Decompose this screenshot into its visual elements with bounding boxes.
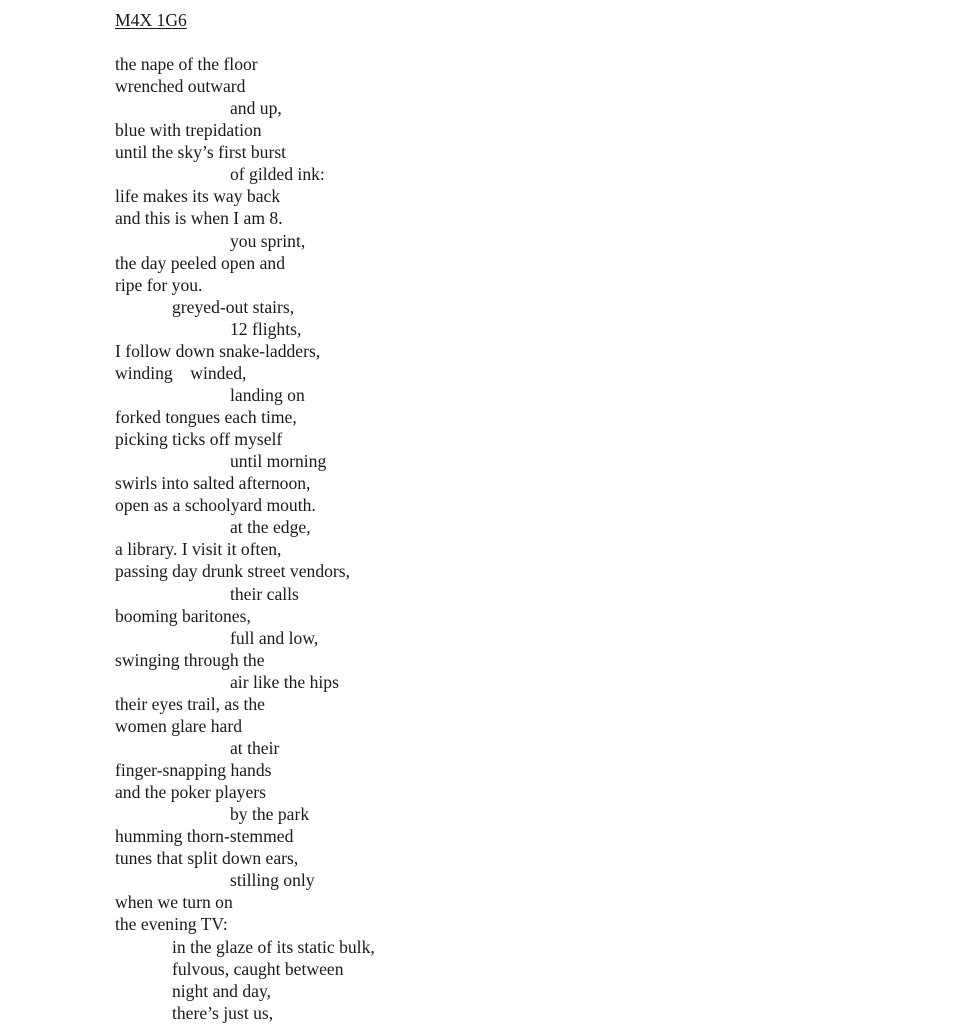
poem-line: of gilded ink: (230, 164, 325, 185)
poem-line: until the sky’s first burst (115, 142, 287, 163)
poem-line: forked tongues each time, (115, 407, 297, 427)
poem-line: their calls (230, 583, 299, 604)
poem-line: by the park (230, 804, 310, 825)
poem-line: finger-snapping hands (115, 760, 272, 780)
poem-line: at their (230, 737, 280, 758)
poem-line: until morning (230, 451, 327, 472)
poem-line: night and day, (172, 980, 272, 1001)
poem-line: there’s just us, (172, 1002, 274, 1023)
poem-title: M4X 1G6 (115, 10, 187, 30)
poem-line: stilling only (230, 870, 315, 891)
poem-line: greyed-out stairs, (172, 296, 295, 317)
poem-line: tunes that split down ears, (115, 848, 299, 869)
poem-line: and this is when I am 8. (115, 208, 283, 229)
poem-line: swirls into salted afternoon, (115, 473, 311, 494)
poem-line: humming thorn-stemmed (115, 826, 294, 847)
poem-line: I follow down snake-ladders, (115, 340, 321, 361)
poem-line: their eyes trail, as the (115, 693, 265, 714)
poem-line: ripe for you. (115, 274, 203, 295)
poem-line: booming baritones, (115, 605, 251, 626)
poem-line: at the edge, (230, 517, 311, 538)
poem-line: when we turn on (115, 892, 233, 913)
poem-line: you sprint, (230, 230, 306, 251)
poem-line: fulvous, caught between (172, 958, 344, 979)
poem-line: landing on (230, 384, 305, 405)
poem-line: and up, (230, 98, 282, 119)
poem-line: life makes its way back (115, 186, 281, 207)
poem-line: wrenched outward (115, 76, 246, 97)
poem-line: swinging through the (115, 649, 265, 670)
poem-line: air like the hips (230, 671, 339, 692)
poem-line: the nape of the floor (115, 54, 258, 74)
poem-line: open as a schoolyard mouth. (115, 495, 316, 516)
poem-line: full and low, (230, 627, 319, 648)
poem-line: in the glaze of its static bulk, (172, 936, 375, 957)
poem-line: the day peeled open and (115, 252, 286, 273)
poem-line: blue with trepidation (115, 120, 262, 141)
poem-line: and the poker players (115, 782, 266, 803)
poem-body (115, 53, 375, 1024)
poem-line: winding winded, (115, 362, 247, 383)
poem-line: passing day drunk street vendors, (115, 561, 351, 582)
poem-line: picking ticks off myself (115, 429, 283, 450)
poem-line: women glare hard (115, 715, 243, 736)
poem-line: 12 flights, (230, 318, 302, 339)
poem-line: the evening TV: (115, 914, 228, 935)
poem-line: a library. I visit it often, (115, 539, 282, 560)
